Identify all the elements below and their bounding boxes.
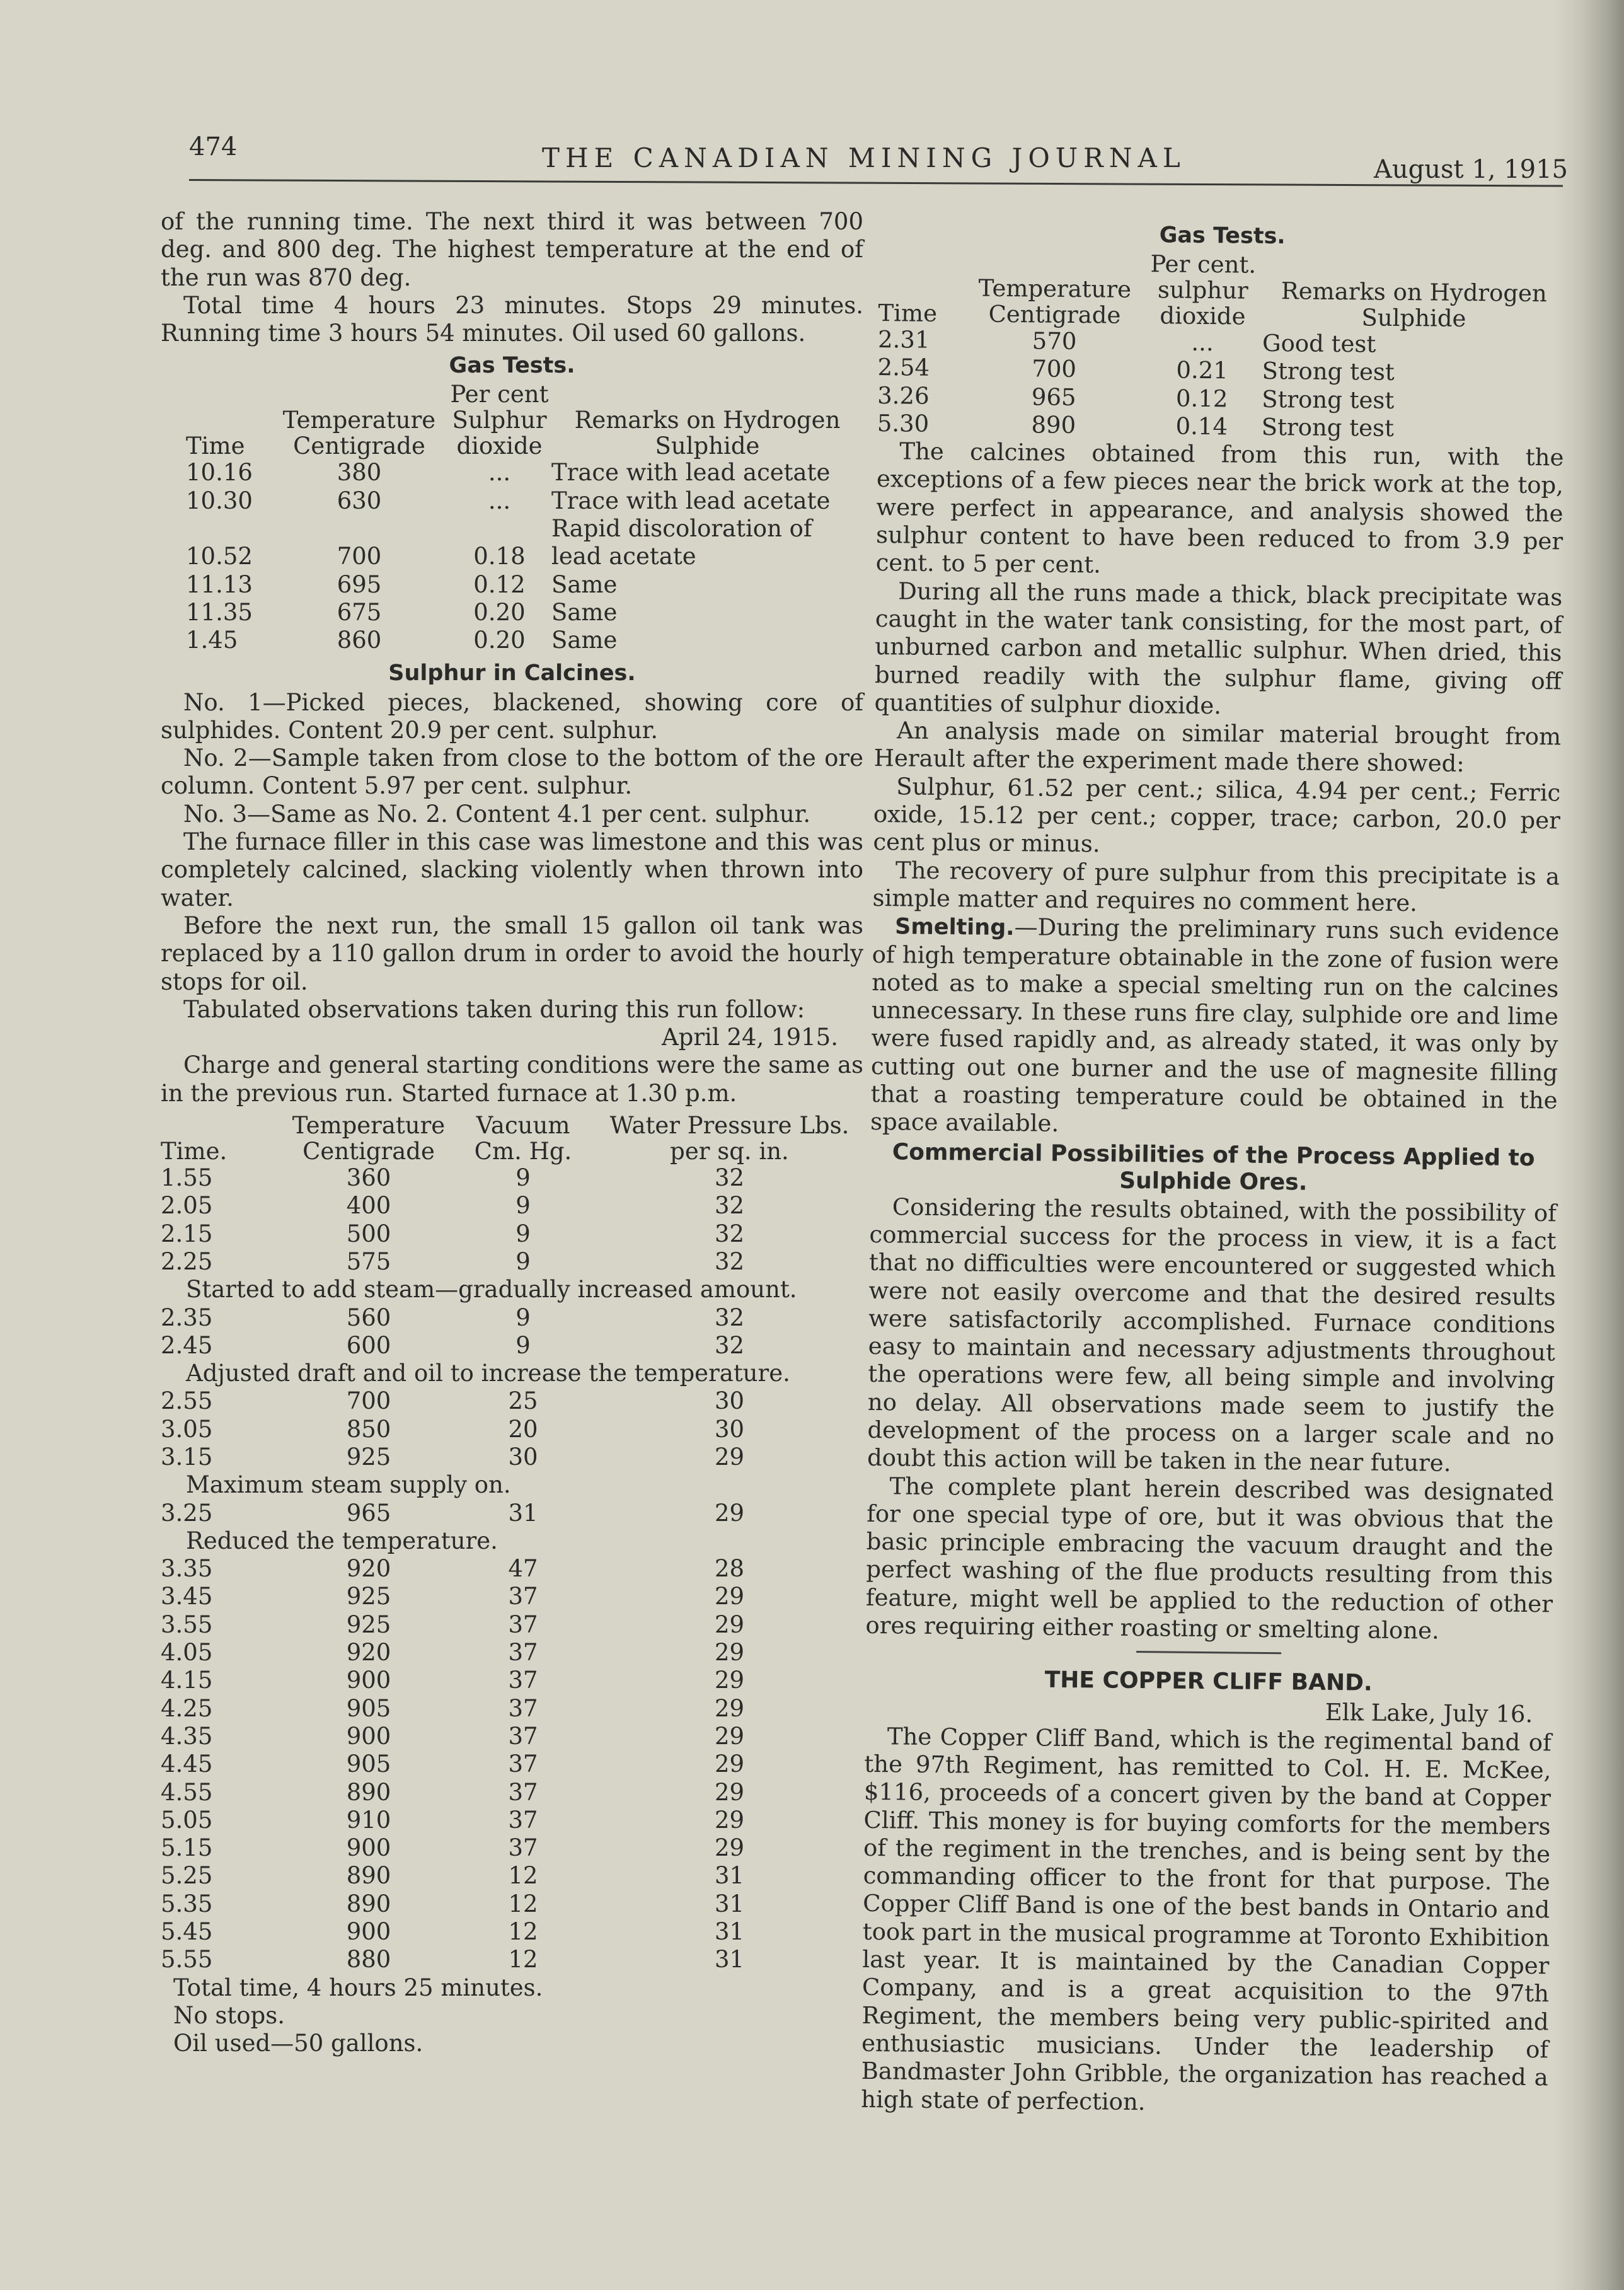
page-number: 474 [189,132,238,161]
vacuum-cell: 30 [508,1443,538,1471]
vacuum-cell: 12 [508,1918,538,1946]
time-cell: 5.25 [161,1862,213,1890]
time-cell: 2.54 [877,354,930,382]
paragraph: The complete plant herein described was designated for one special type of ore, but it was obvious that the basic principle embracing the vacuum draught and the perfect washing of the flue products resulting from this feature, might well be applied to the reduction of other ores requiring either roasting or smelting alone. [865,1472,1554,1645]
water-pressure-cell: 32 [714,1304,745,1331]
column-header: Remarks on Hydrogen Sulphide [1281,277,1547,332]
temperature-cell: 570 [1032,327,1077,356]
temperature-cell: 360 [346,1164,391,1192]
time-cell: 1.55 [161,1164,213,1192]
column-header: Remarks on Hydrogen Sulphide [574,407,841,460]
vacuum-cell: 31 [508,1499,538,1527]
gas-tests-table [186,381,863,654]
table-row [161,1416,863,1443]
time-cell: 2.45 [161,1331,213,1359]
table-row [161,1304,863,1332]
water-pressure-cell: 30 [714,1387,745,1415]
table-row [161,1220,863,1248]
temperature-cell: 965 [1031,383,1076,411]
paragraph: Charge and general starting conditions were the same as in the previous run. Started furnace at 1.30 p.m. [161,1051,863,1107]
temperature-cell: 905 [346,1750,391,1778]
column-header: Temperature Centigrade [978,274,1132,329]
water-pressure-cell: 29 [714,1667,745,1694]
section-heading: Gas Tests. [449,353,575,379]
temperature-cell: 925 [346,1583,391,1611]
run-summary [161,1974,863,2058]
temperature-cell: 400 [346,1192,391,1220]
vacuum-cell: 12 [508,1862,538,1890]
remarks-cell: Same [551,570,618,598]
water-pressure-cell: 32 [714,1247,745,1275]
gas-tests-table [877,248,1566,444]
vacuum-cell: 37 [508,1722,538,1750]
sulphur-dioxide-cell: 0.14 [1175,412,1228,441]
column-header: Per cent. sulphur dioxide [1150,250,1257,330]
temperature-cell: 880 [346,1946,391,1974]
time-cell: 2.55 [161,1387,213,1415]
temperature-cell: 890 [346,1862,391,1890]
table-row [161,1555,863,1583]
vacuum-cell: 37 [508,1639,538,1667]
temperature-cell: 890 [1031,411,1076,439]
right-column [861,214,1566,2120]
water-pressure-cell: 29 [714,1583,745,1611]
table-row [161,1862,863,1890]
book-spine-shadow [1555,0,1624,2290]
water-pressure-cell: 31 [714,1862,745,1890]
vacuum-cell: 9 [515,1220,531,1247]
vacuum-cell: 37 [508,1667,538,1694]
time-cell: 3.55 [161,1611,213,1638]
table-row [161,1387,863,1415]
temperature-cell: 380 [337,459,382,487]
vacuum-cell: 47 [508,1555,538,1583]
time-cell: 2.15 [161,1220,213,1247]
time-cell: 1.45 [186,627,238,654]
runin-heading: Smelting. [894,914,1015,941]
paragraph: Sulphur, 61.52 per cent.; silica, 4.94 per cent.; Ferric oxide, 15.12 per cent.; copper, trace; carbon, 20.0 per cent plus or minus. [873,773,1561,858]
dateline: Elk Lake, July 16. [1325,1699,1533,1728]
water-pressure-cell: 29 [714,1834,745,1862]
water-pressure-cell: 32 [714,1331,745,1359]
table-row [161,1164,863,1192]
issue-date: August 1, 1915 [1374,155,1569,184]
time-cell: 10.52 [186,543,253,570]
table-row [186,487,863,515]
table-note-row [161,1471,863,1499]
vacuum-cell: 9 [515,1192,531,1220]
water-pressure-cell: 32 [714,1164,745,1192]
vacuum-cell: 9 [515,1331,531,1359]
remarks-cell: Strong test [1261,413,1395,442]
time-cell: 10.16 [186,459,253,487]
paragraph: The Copper Cliff Band, which is the regimental band of the 97th Regiment, has remitted to Col. H. E. McKee, $116, proceeds of a concert given by the band at Copper Cliff. This money is for buying comforts for the members of the regiment in the trenches, and is being sent by the commanding officer to the front for that purpose. The Copper Cliff Band is one of the best bands in Ontario and took part in the musical programme at Toronto Exhibition last year. It is maintained by the Canadian Copper Company, and is a great acquisition to the 97th Regiment, the members being very public-spirited and enthusiastic musicians. Under the leadership of Bandmaster John Gribble, the organization has reached a high state of perfection. [861,1722,1552,2115]
vacuum-cell: 12 [508,1946,538,1974]
table-row [186,627,863,654]
vacuum-cell: 37 [508,1750,538,1778]
time-cell: 4.55 [161,1778,213,1806]
remarks-cell: Same [551,627,618,654]
column-header: Temperature Centigrade [282,407,436,460]
table-row [161,1779,863,1807]
temperature-cell: 500 [346,1220,391,1247]
temperature-cell: 900 [346,1667,391,1694]
sulphur-dioxide-cell: ... [488,459,511,487]
table-row [161,1890,863,1918]
time-cell: 11.35 [186,598,253,626]
note-cell: Started to add steam—gradually increased amount. [186,1276,797,1304]
section-heading: Gas Tests. [1159,223,1286,250]
table-row [161,1611,863,1639]
table-row [161,1332,863,1360]
heading-line: Commercial Possibilities of the Process Applied to [892,1138,1535,1171]
time-cell: 3.35 [161,1555,213,1583]
note-cell: Reduced the temperature. [186,1527,498,1554]
remarks-cell: Strong test [1262,385,1395,414]
vacuum-cell: 9 [515,1247,531,1275]
sulphur-dioxide-cell: 0.12 [473,570,526,598]
section-heading: Sulphur in Calcines. [388,660,636,686]
sulphur-dioxide-cell: 0.20 [473,627,526,654]
column-header: Time [878,299,938,327]
temperature-cell: 920 [346,1555,391,1583]
paragraph: No. 1—Picked pieces, blackened, showing core of sulphides. Content 20.9 per cent. sulphur. [161,688,863,744]
note-cell: Adjusted draft and oil to increase the temperature. [186,1360,790,1387]
temperature-cell: 630 [337,487,382,514]
vacuum-cell: 9 [515,1164,531,1192]
time-cell: 3.05 [161,1415,213,1443]
time-cell: 3.26 [877,381,930,410]
left-column [161,208,863,2058]
water-pressure-cell: 29 [714,1611,745,1638]
time-cell: 5.35 [161,1890,213,1917]
table-row [186,515,863,571]
table-row [161,1248,863,1276]
table-note-row [161,1527,863,1555]
paragraph-smelting [870,912,1559,1143]
table-row [161,1807,863,1834]
paragraph: No. 3—Same as No. 2. Content 4.1 per cent. sulphur. [183,800,811,828]
table-note-row [161,1360,863,1387]
water-pressure-cell: 29 [714,1750,745,1778]
vacuum-cell: 20 [508,1415,538,1443]
summary-line: No stops. [173,2001,285,2029]
remarks-cell: Trace with lead acetate [551,459,831,487]
water-pressure-cell: 29 [714,1778,745,1806]
time-cell: 3.25 [161,1499,213,1527]
time-cell: 10.30 [186,487,253,514]
temperature-cell: 700 [1032,355,1077,383]
paragraph-text: —During the preliminary runs such evidence of high temperature obtainable in the zone of fusion were noted as to make a special smelting run on the calcines unnecessary. In these runs fire clay, sulphide ore and lime were fused rapidly and, as already stated, it was only by cutting out one burner and the use of magnesite filling that a roasting temperature could be obtained in the space available. [870,913,1560,1138]
temperature-cell: 575 [346,1247,391,1275]
paragraph: The recovery of pure sulphur from this precipitate is a simple matter and requires no comment here. [872,856,1560,917]
table-row [161,1695,863,1723]
water-pressure-cell: 32 [714,1220,745,1247]
water-pressure-cell: 29 [714,1499,745,1527]
section-divider [1136,1651,1281,1654]
paragraph: of the running time. The next third it was between 700 deg. and 800 deg. The highest temperature at the end of the run was 870 deg. [161,208,863,291]
remarks-cell: Trace with lead acetate [551,487,831,514]
temperature-cell: 850 [346,1415,391,1443]
paragraph: An analysis made on similar material brought from Herault after the experiment made there showed: [873,717,1562,778]
water-pressure-cell: 28 [714,1555,745,1583]
temperature-cell: 695 [337,570,382,598]
temperature-cell: 925 [346,1443,391,1471]
remarks-cell: Same [551,598,618,626]
remarks-cell: Strong test [1262,357,1395,386]
water-pressure-cell: 31 [714,1890,745,1917]
time-cell: 5.45 [161,1918,213,1946]
temperature-cell: 965 [346,1499,391,1527]
water-pressure-cell: 29 [714,1639,745,1667]
table-row [161,1500,863,1527]
temperature-cell: 890 [346,1890,391,1917]
vacuum-cell: 37 [508,1583,538,1611]
header-rule [189,179,1563,187]
vacuum-cell: 37 [508,1611,538,1638]
heading-line: Sulphide Ores. [1119,1167,1308,1196]
temperature-cell: 675 [337,598,382,626]
paragraph: Tabulated observations taken during this run follow: [183,995,805,1023]
table-row [161,1723,863,1750]
time-cell: 4.05 [161,1639,213,1667]
sulphur-dioxide-cell: 0.21 [1176,356,1229,385]
vacuum-cell: 37 [508,1806,538,1834]
paragraph: Considering the results obtained, with the possibility of commercial success for the process in view, it is a fact that no difficulties were encountered or suggested which were not easily overcome and that the desired results were satisfactorily accomplished. Furnace conditions easy to maintain and necessary adjustments throughout the operations were few, all being simple and involving no delay. All observations made seem to justify the development of the process on a larger scale and no doubt this action will be taken in the near future. [867,1193,1557,1478]
table-row [161,1639,863,1667]
table-header-row [878,248,1565,332]
water-pressure-cell: 32 [714,1192,745,1220]
note-cell: Maximum steam supply on. [186,1471,511,1499]
article-title: THE COPPER CLIFF BAND. [1044,1667,1373,1696]
table-row [161,1443,863,1471]
paragraph: No. 2—Sample taken from close to the bottom of the ore column. Content 5.97 per cent. sulphur. [161,744,863,800]
temperature-cell: 600 [346,1331,391,1359]
time-cell: 2.25 [161,1247,213,1275]
column-header: Per cent Sulphur dioxide [450,381,549,460]
vacuum-cell: 9 [515,1304,531,1331]
temperature-cell: 700 [337,543,382,570]
water-pressure-cell: 29 [714,1722,745,1750]
time-cell: 5.05 [161,1806,213,1834]
column-header: Time. [161,1138,227,1165]
paragraph: Before the next run, the small 15 gallon oil tank was replaced by a 110 gallon drum in order to avoid the hourly stops for oil. [161,911,863,995]
vacuum-cell: 37 [508,1778,538,1806]
table-row [161,1946,863,1974]
time-cell: 2.05 [161,1192,213,1220]
table-row [161,1750,863,1778]
remarks-cell: Good test [1262,329,1376,358]
time-cell: 4.35 [161,1722,213,1750]
column-header: Water Pressure Lbs. per sq. in. [609,1112,849,1165]
table-row [161,1834,863,1862]
table-header-row [186,381,863,459]
temperature-cell: 900 [346,1918,391,1946]
temperature-cell: 860 [337,627,382,654]
temperature-cell: 900 [346,1834,391,1862]
table-header-row [161,1113,863,1164]
sulphur-dioxide-cell: 0.12 [1175,385,1228,412]
temperature-cell: 900 [346,1722,391,1750]
water-pressure-cell: 29 [714,1806,745,1834]
time-cell: 2.35 [161,1304,213,1331]
temperature-cell: 560 [346,1304,391,1331]
sulphur-dioxide-cell: ... [1191,328,1214,357]
journal-title: THE CANADIAN MINING JOURNAL [542,142,1186,173]
table-row [186,599,863,627]
water-pressure-cell: 30 [714,1415,745,1443]
time-cell: 3.15 [161,1443,213,1471]
vacuum-cell: 12 [508,1890,538,1917]
temperature-cell: 890 [346,1778,391,1806]
table-note-row [161,1276,863,1304]
vacuum-cell: 37 [508,1834,538,1862]
time-cell: 5.55 [161,1946,213,1974]
time-cell: 4.45 [161,1750,213,1778]
paragraph: During all the runs made a thick, black precipitate was caught in the water tank consisting, for the most part, of unburned carbon and metallic sulphur. When dried, this burned readily with the sulphur flame, giving off quantities of sulphur dioxide. [874,577,1563,720]
time-cell: 4.25 [161,1694,213,1722]
time-cell: 2.31 [877,325,930,354]
section-heading [870,1139,1557,1198]
water-pressure-cell: 29 [714,1694,745,1722]
time-cell: 11.13 [186,570,253,598]
column-header: Time [186,432,245,460]
paragraph: The calcines obtained from this run, with the exceptions of a few pieces near the brick work at the top, were perfect in appearance, and analysis showed the sulphur content to have been reduced to from 3.9 per cent. to 5 per cent. [875,437,1564,579]
temperature-cell: 920 [346,1639,391,1667]
temperature-cell: 925 [346,1611,391,1638]
sulphur-dioxide-cell: ... [488,487,511,514]
temperature-cell: 910 [346,1806,391,1834]
vacuum-cell: 37 [508,1694,538,1722]
summary-line: Total time, 4 hours 25 minutes. [173,1974,543,2001]
time-cell: 5.15 [161,1834,213,1862]
paragraph: The furnace filler in this case was limestone and this was completely calcined, slacking violently when thrown into water. [161,828,863,911]
time-cell: 3.45 [161,1583,213,1611]
column-header: Vacuum Cm. Hg. [474,1112,572,1165]
table-row [186,459,863,487]
remarks-cell: Rapid discoloration of lead acetate [551,515,812,570]
table-row [161,1583,863,1611]
paragraph: Total time 4 hours 23 minutes. Stops 29 minutes. Running time 3 hours 54 minutes. Oil used 60 gallons. [161,291,863,347]
table-row [161,1192,863,1220]
time-cell: 4.15 [161,1667,213,1694]
time-cell: 5.30 [877,409,930,437]
summary-line: Oil used—50 gallons. [173,2030,423,2057]
temperature-cell: 700 [346,1387,391,1415]
water-pressure-cell: 29 [714,1443,745,1471]
run-observations-table [161,1113,863,1974]
table-row [161,1918,863,1946]
vacuum-cell: 25 [508,1387,538,1415]
table-row [161,1667,863,1694]
dateline: April 24, 1915. [661,1024,838,1051]
water-pressure-cell: 31 [714,1946,745,1974]
sulphur-dioxide-cell: 0.20 [473,598,526,626]
temperature-cell: 905 [346,1694,391,1722]
column-header: Temperature Centigrade [292,1112,446,1165]
table-row [186,571,863,599]
water-pressure-cell: 31 [714,1918,745,1946]
sulphur-dioxide-cell: 0.18 [473,543,526,570]
